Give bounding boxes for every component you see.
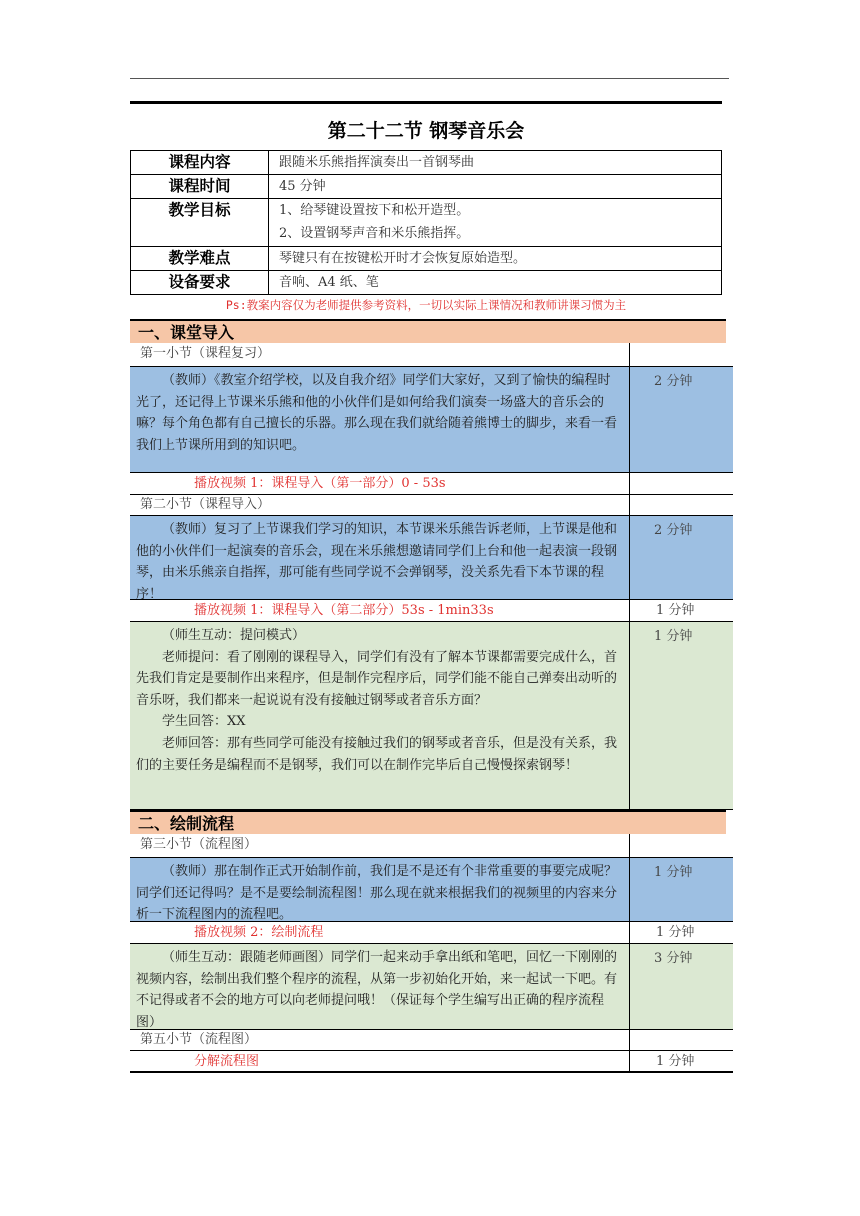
duration: 3 分钟 (654, 951, 693, 966)
course-content-value: 跟随米乐熊指挥演奏出一首钢琴曲 (269, 151, 722, 175)
interaction-text: （师生互动：跟随老师画图）同学们一起来动手拿出纸和笔吧，回忆一下刚刚的视频内容，绘制出我们整个程序的流程，从第一步初始化开始，来一起试一下吧。有不记得或者不会的地方可以向老师提问哦！（保证每个学生编写出正确的程序流程图） (136, 950, 618, 1030)
goal-2: 2、设置钢琴声音和米乐熊指挥。 (279, 226, 470, 241)
video-label: 分解流程图 (130, 1051, 630, 1071)
course-time-label: 课程时间 (131, 175, 269, 199)
teaching-goals-label: 教学目标 (131, 199, 269, 247)
duration: 2 分钟 (654, 374, 693, 389)
reference-note: Ps:教案内容仅为老师提供参考资料，一切以实际上课情况和教师讲课习惯为主 (225, 298, 627, 312)
video-row-2 (130, 600, 733, 622)
duration: 2 分钟 (654, 523, 693, 538)
section-heading-2: 二、绘制流程 (130, 810, 726, 834)
goal-1: 1、给琴键设置按下和松开造型。 (279, 203, 470, 218)
equipment-label: 设备要求 (131, 271, 269, 295)
page-title: 第二十二节 钢琴音乐会 (327, 120, 525, 142)
teacher-block-3 (130, 858, 733, 922)
subsection-row-3 (130, 834, 733, 858)
duration: 1 分钟 (656, 603, 695, 618)
teacher-block-1 (130, 367, 733, 473)
video-label: 播放视频 1：课程导入（第二部分）53s - 1min33s (130, 600, 630, 621)
subsection-label: 第二小节（课程导入） (130, 495, 630, 515)
video-label: 播放视频 1：课程导入（第一部分）0 - 53s (130, 473, 630, 494)
teacher-text: （教师）《教室介绍学校，以及自我介绍》同学们大家好，又到了愉快的编程时光了，还记得上节课米乐熊和他的小伙伴们是如何给我们演奏一场盛大的音乐会的嘛？每个角色都有自己擅长的乐器。那么现在我们就给随着熊博士的脚步，来看一看我们上节课所用到的知识吧。 (136, 373, 618, 453)
video-row-1 (130, 473, 733, 495)
duration: 1 分钟 (654, 629, 693, 644)
subsection-label: 第五小节（流程图） (130, 1030, 630, 1050)
teacher-text: （教师）那在制作正式开始制作前，我们是不是还有个非常重要的事要完成呢？同学们还记得吗？是不是要绘制流程图！那么现在就来根据我们的视频里的内容来分析一下流程图内的流程吧。 (136, 864, 618, 923)
video-row-3 (130, 922, 733, 944)
subsection-label: 第一小节（课程复习） (130, 343, 630, 366)
subsection-row-1 (130, 343, 733, 367)
teacher-block-2 (130, 516, 733, 600)
interaction-heading: （师生互动：提问模式） (162, 628, 306, 643)
teacher-text: （教师）复习了上节课我们学习的知识，本节课米乐熊告诉老师，上节课是他和他的小伙伴们一起演奏的音乐会，现在米乐熊想邀请同学们上台和他一起表演一段钢琴，由米乐熊亲自指挥，那可能有些同学说不会弹钢琴，没关系先看下本节课的程序！ (136, 522, 618, 602)
course-info-table (130, 150, 722, 295)
subsection-label: 第三小节（流程图） (130, 834, 630, 857)
interaction-block-1 (130, 622, 733, 810)
difficulty-label: 教学难点 (131, 247, 269, 271)
course-time-value: 45 分钟 (269, 175, 722, 199)
duration: 1 分钟 (654, 865, 693, 880)
subsection-row-2 (130, 495, 733, 516)
video-row-4 (130, 1051, 733, 1073)
duration: 1 分钟 (656, 925, 695, 940)
interaction-block-2 (130, 944, 733, 1030)
header-rule (130, 78, 729, 79)
teacher-question: 老师提问：看了刚刚的课程导入，同学们有没有了解本节课都需要完成什么，首先我们肯定是要制作出来程序，但是制作完程序后，同学们能不能自己弹奏出动听的音乐呀，我们都来一起说说有没有接触过钢琴或者音乐方面？ (136, 649, 618, 708)
teacher-answer: 老师回答：那有些同学可能没有接触过我们的钢琴或者音乐，但是没有关系，我们的主要任务是编程而不是钢琴，我们可以在制作完毕后自己慢慢探索钢琴！ (136, 735, 618, 773)
duration: 1 分钟 (656, 1054, 695, 1069)
subsection-row-5 (130, 1030, 733, 1051)
course-content-label: 课程内容 (131, 151, 269, 175)
section-heading-1: 一、课堂导入 (130, 319, 726, 343)
equipment-value: 音响、A4 纸、笔 (269, 271, 722, 295)
title-rule (130, 101, 722, 104)
video-label: 播放视频 2：绘制流程 (130, 922, 630, 943)
student-answer: 学生回答：XX (162, 714, 246, 730)
difficulty-value: 琴键只有在按键松开时才会恢复原始造型。 (269, 247, 722, 271)
teaching-goals-value (269, 199, 722, 247)
